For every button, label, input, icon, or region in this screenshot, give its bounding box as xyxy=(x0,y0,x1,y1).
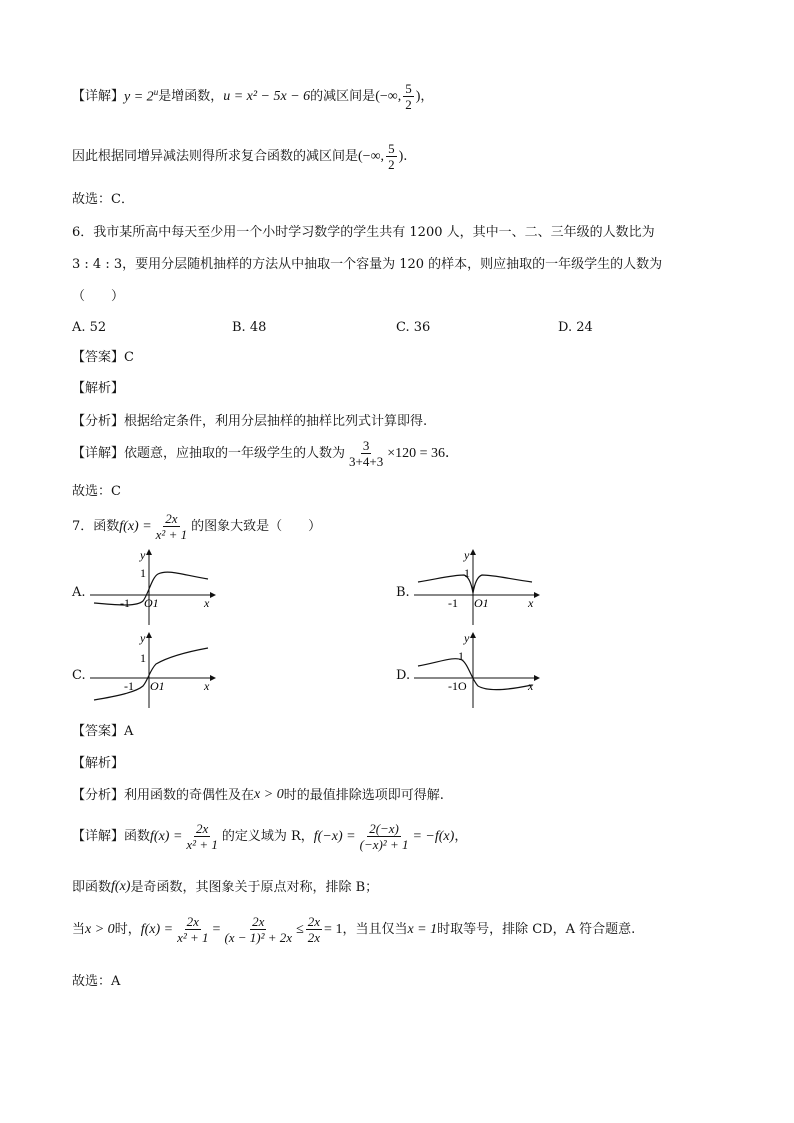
text: ， xyxy=(420,89,434,104)
text: . xyxy=(403,149,408,164)
text: 函数 xyxy=(124,829,151,844)
answer-6 xyxy=(72,351,134,364)
label-origin: O1 xyxy=(474,596,489,610)
graph-c xyxy=(88,630,228,710)
analysis-6: 【解析】 xyxy=(72,381,125,396)
detail-line-5 xyxy=(72,82,433,111)
math-fx: f(x) = xyxy=(140,921,174,937)
fenxi-text: 根据给定条件，利用分层抽样的抽样比列式计算即得. xyxy=(124,414,428,429)
label-neg-one: -1 xyxy=(124,679,134,693)
fenxi-tag: 【分析】 xyxy=(72,414,125,429)
interval-open: (−∞, xyxy=(358,148,385,164)
math-y-eq: $y = 2^u$ xyxy=(124,87,159,105)
choice-5: 故选：C． xyxy=(72,192,134,207)
label-one: 1 xyxy=(140,566,146,580)
answer-value: C xyxy=(124,350,134,365)
text: 的定义域为 R， xyxy=(221,829,314,844)
detail-tail: ×120 = 36． xyxy=(387,445,459,461)
fenxi-text: 利用函数的奇偶性及在 xyxy=(124,787,255,803)
text: 是增函数， xyxy=(158,89,224,104)
graph-b xyxy=(412,547,552,627)
x-axis-arrow xyxy=(534,592,540,598)
y-axis-arrow xyxy=(146,549,152,555)
math-eqcond: x = 1 xyxy=(407,921,438,937)
question-suffix: 的图象大致是（ ） xyxy=(191,519,322,534)
option-b: B. 48 xyxy=(232,320,267,335)
fenxi-text: 时的最值排除选项即可得解. xyxy=(283,787,444,803)
detail-tag: 【详解】 xyxy=(72,89,125,104)
math-fx: f(x) xyxy=(111,879,131,894)
label-neg-one: -1 xyxy=(120,596,130,610)
answer-7 xyxy=(72,725,133,738)
text: ，当且仅当 xyxy=(342,922,408,937)
fraction-5-2: $\frac{5}{2}$ xyxy=(405,81,412,112)
math-u: u = x² − 5x − 6 xyxy=(223,88,311,104)
fraction-2x: $\frac{2x}{\text{x² + 1}}$ xyxy=(186,821,218,852)
label-x: x xyxy=(204,596,210,610)
answer-tag: 【答案】 xyxy=(72,724,125,739)
curve-d xyxy=(418,659,532,690)
curve-b xyxy=(418,575,532,593)
question-7 xyxy=(72,512,321,541)
detail-tag: 【详解】 xyxy=(72,446,125,461)
interval-open: (−∞, xyxy=(375,88,402,104)
detail-text: 依题意，应抽取的一年级学生的人数为 xyxy=(124,446,346,461)
analysis-7: 【解析】 xyxy=(72,756,125,771)
label-y: y xyxy=(140,548,146,562)
choice-7: 故选：A xyxy=(72,974,121,989)
label-y: y xyxy=(464,548,470,562)
label-x: x xyxy=(204,679,210,693)
interval-close: ) xyxy=(415,88,421,104)
detail-6 xyxy=(72,439,459,468)
fenxi-6 xyxy=(72,415,427,428)
math-f-neg-x: f(−x) = xyxy=(313,828,356,844)
math-tail: = −f(x) xyxy=(412,828,455,844)
fraction-1: $\frac{2x}{\text{x² + 1}}$ xyxy=(177,914,209,945)
math-fx: f(x) = xyxy=(119,518,152,534)
text: 当 xyxy=(72,922,86,937)
text: ， xyxy=(454,829,468,844)
graph-label-d: D. xyxy=(396,668,411,683)
label-y: y xyxy=(140,631,146,645)
x-axis-arrow xyxy=(210,592,216,598)
fraction-3-over-sum: $\frac{3}{3+4+3}$ xyxy=(349,438,384,469)
y-axis-arrow xyxy=(470,549,476,555)
label-x: x xyxy=(528,596,534,610)
fenxi-tag: 【分析】 xyxy=(72,787,125,803)
label-origin: O1 xyxy=(150,679,165,693)
choice-6: 故选：C xyxy=(72,484,121,499)
interval-close: ) xyxy=(398,148,404,164)
detail-7-line-2 xyxy=(72,880,378,894)
option-a: A. 52 xyxy=(72,320,107,335)
fraction-5-2: $\frac{5}{2}$ xyxy=(388,141,395,172)
answer-tag: 【答案】 xyxy=(72,350,125,365)
detail-tag: 【详解】 xyxy=(72,829,125,844)
y-axis-arrow xyxy=(146,632,152,638)
label-one: 1 xyxy=(464,566,470,580)
x-axis-arrow xyxy=(534,675,540,681)
math-cond: x > 0 xyxy=(85,921,115,937)
label-one: 1 xyxy=(140,651,146,665)
math-fx: f(x) = xyxy=(150,828,183,844)
math-cond: x > 0 xyxy=(254,787,284,802)
label-origin: O1 xyxy=(144,596,159,610)
text: 的减区间是 xyxy=(310,89,376,104)
detail-7-line-1 xyxy=(72,822,467,851)
question-6-line-3: （ ） xyxy=(72,289,125,304)
question-6-line-1: 6．我市某所高中每天至少用一个小时学习数学的学生共有 1200 人，其中一、二、三年级的人数比为 xyxy=(72,225,655,240)
x-axis-arrow xyxy=(210,675,216,681)
option-c: C. 36 xyxy=(396,320,431,335)
graph-label-c: C. xyxy=(72,668,86,683)
fraction-3: $\frac{2x}{2x}$ xyxy=(307,914,321,945)
label-x: x xyxy=(528,679,534,693)
text: 时， xyxy=(114,922,141,937)
conclusion-line-5 xyxy=(72,142,407,171)
answer-value: A xyxy=(124,724,134,739)
fraction-2: $\frac{2x}{\text{(x − 1)² + 2x}}$ xyxy=(224,914,293,945)
y-axis-arrow xyxy=(470,632,476,638)
label-neg-one-origin: -1O xyxy=(448,679,467,693)
fraction-2x: $\frac{2x}{\text{x² + 1}}$ xyxy=(155,511,188,542)
graph-label-b: B. xyxy=(396,585,410,600)
text: 因此根据同增异减法则得所求复合函数的减区间是 xyxy=(72,149,359,164)
question-prefix: 7．函数 xyxy=(72,519,120,534)
fraction-neg-x: $\frac{2(-x)}{\text{(−x)² + 1}}$ xyxy=(359,821,409,852)
graph-d xyxy=(412,630,552,710)
question-6-line-2: 3 : 4 : 3，要用分层随机抽样的方法从中抽取一个容量为 120 的样本，则应抽取的一年级学生的人数为 xyxy=(72,257,663,272)
le: ≤ xyxy=(296,921,304,937)
label-neg-one: -1 xyxy=(448,596,458,610)
equals: = xyxy=(212,921,221,937)
graph-a xyxy=(88,547,228,627)
label-y: y xyxy=(464,631,470,645)
label-one: 1 xyxy=(458,649,464,663)
text: 时取等号，排除 CD，A 符合题意. xyxy=(437,922,636,937)
text: 即函数 xyxy=(72,879,112,895)
graph-label-a: A. xyxy=(72,585,86,600)
text: 是奇函数，其图象关于原点对称，排除 B； xyxy=(130,879,379,895)
equals-one: = 1 xyxy=(324,921,343,937)
fenxi-7 xyxy=(72,788,444,802)
detail-7-line-3 xyxy=(72,915,635,944)
option-d: D. 24 xyxy=(558,320,593,335)
